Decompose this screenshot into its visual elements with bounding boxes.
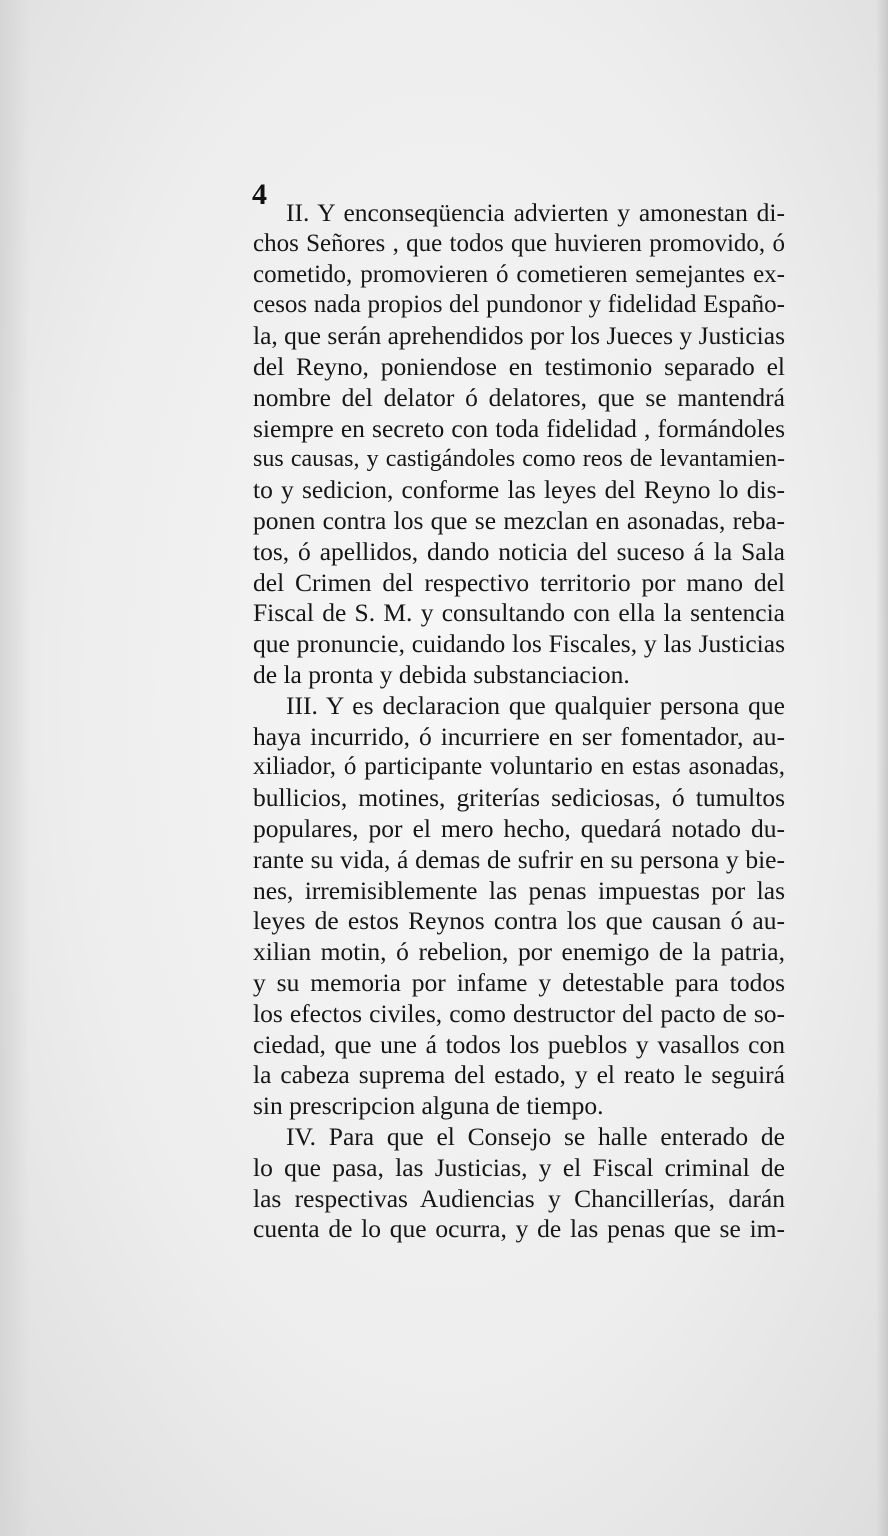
text-line: cometido, promovieren ó cometieren semejantes ex-	[253, 260, 785, 288]
page-edge-shadow	[876, 0, 888, 1536]
text-line: la cabeza suprema del estado, y el reato le seguirá	[253, 1060, 785, 1090]
text-line: II. Y enconseqüencia advierten y amonestan di-	[286, 198, 785, 227]
text-line: to y sedicion, conforme las leyes del Reyno lo dis-	[253, 475, 785, 505]
text-line: cesos nada propios del pundonor y fidelidad Españo-	[253, 291, 785, 319]
text-line: tos, ó apellidos, dando noticia del suceso á la Sala	[253, 536, 785, 566]
text-line: bullicios, motines, griterías sediciosas, ó tumultos	[253, 783, 785, 813]
text-line: leyes de estos Reynos contra los que causan ó au-	[253, 906, 785, 936]
text-line: xiliador, ó participante voluntario en estas asonadas,	[253, 753, 785, 781]
text-line: populares, por el mero hecho, quedará notado du-	[253, 813, 785, 843]
text-line: chos Señores , que todos que huvieren promovido, ó	[253, 229, 785, 257]
body-text	[253, 198, 785, 1245]
text-line: rante su vida, á demas de sufrir en su persona y bie-	[253, 844, 785, 874]
text-line: y su memoria por infame y detestable para todos	[253, 967, 785, 997]
text-line: xilian motin, ó rebelion, por enemigo de la patria,	[253, 937, 785, 967]
text-line: que pronuncie, cuidando los Fiscales, y las Justicias	[253, 629, 785, 659]
text-line: nombre del delator ó delatores, que se mantendrá	[253, 382, 785, 412]
text-line: las respectivas Audiencias y Chancillerías, darán	[253, 1183, 785, 1213]
text-line: nes, irremisiblemente las penas impuestas por las	[253, 875, 785, 905]
text-line: del Crimen del respectivo territorio por mano del	[253, 567, 785, 597]
text-line: ciedad, que une á todos los pueblos y vasallos con	[253, 1029, 785, 1059]
text-line: del Reyno, poniendose en testimonio separado el	[253, 351, 785, 381]
text-line: siempre en secreto con toda fidelidad , formándoles	[253, 413, 785, 443]
text-line: sus causas, y castigándoles como reos de levantamien-	[253, 446, 785, 473]
text-line: haya incurrido, ó incurriere en ser fomentador, au-	[253, 721, 785, 751]
text-line: los efectos civiles, como destructor del pacto de so-	[253, 998, 785, 1028]
text-line: sin prescripcion alguna de tiempo.	[253, 1091, 604, 1121]
text-line: IV. Para que el Consejo se halle enterado de	[286, 1121, 785, 1151]
text-line: ponen contra los que se mezclan en asonadas, reba-	[253, 505, 785, 535]
text-line: la, que serán aprehendidos por los Jueces y Justicias	[253, 321, 785, 351]
text-line: de la pronta y debida substanciacion.	[253, 659, 630, 689]
text-line: lo que pasa, las Justicias, y el Fiscal criminal de	[253, 1152, 785, 1182]
text-line: III. Y es declaracion que qualquier persona que	[286, 690, 785, 720]
page-number: 4	[252, 178, 267, 211]
text-line: Fiscal de S. M. y consultando con ella la sentencia	[253, 598, 785, 628]
text-line: cuenta de lo que ocurra, y de las penas que se im-	[253, 1214, 785, 1244]
page-fold-shadow	[0, 0, 30, 1536]
